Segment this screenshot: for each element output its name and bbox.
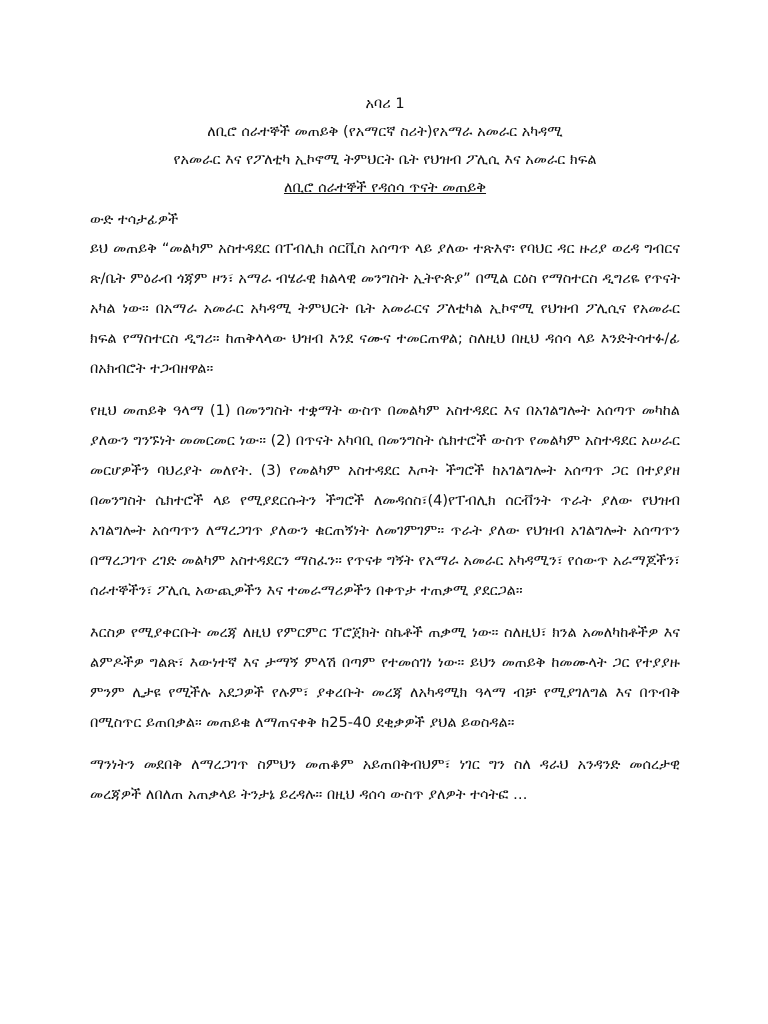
salutation: ውድ ተሳታፊዎች [90, 212, 179, 228]
document-title: ለቢሮ ሰራተኞች የዳሰሳ ጥናት መጠይቅ [283, 180, 487, 196]
paragraph-confidentiality: እርስዎ የሚያቀርቡት መረጃ ለዚህ የምርምር ፕሮጀክት ስኬቶች ጠቃሚ ነው። ስለዚህ፣ ክንል አመለካከቶችዎ እና ልምዶችዎ ግልጽ፣ እውነተኛ እና ታማኝ ምላሽ በጣም የተመሰገነ ነው። ይህን መጠይቅ ከመሙላት ጋር የተያያዙ ምንም ሊታዩ የሚችሉ አደጋዎች የሉም፣ ያቀረቡት መረጃ ለአካዳሚክ ዓላማ ብቻ የሚያገለግል እና በጥብቅ በሚስጥር ይጠበቃል። መጠይቁ ለማጠናቀቅ ከ25-40 ደቂቃዎች ያህል ይወስዳል። [90, 625, 680, 731]
annex-label: አባሪ 1 [365, 96, 405, 112]
document-page [90, 90, 680, 822]
paragraph-objectives: የዚህ መጠይቅ ዓላማ (1) በመንግስት ተቋማት ውስጥ በመልካም አስተዳደር እና በአገልግሎት አሰጣጥ መካከል ያለውን ግንኙነት መመርመር ነው። (2) በጥናት አካባቢ በመንግስት ሴክተሮች ውስጥ የመልካም አስተዳደር አሠራር መርሆዎችን ባህሪያት መለየት. (3) የመልካም አስተዳደር እጦት ችግሮች ከአገልግሎት አሰጣጥ ጋር በተያያዘ በመንግስት ሴክተሮች ላይ የሚያደርሱትን ችግሮች ለመዳሰስ፣(4)የፐብሊክ ሰርቭንት ጥራት ያለው የህዝብ አገልግሎት አሰጣጥን ለማረጋገጥ ያለውን ቁርጠኝነት ለመገምገም። ጥራት ያለው የህዝብ አገልግሎት አሰጣጥን በማረጋገጥ ረገድ መልካም አስተዳደርን ማስፈን። የጥናቱ ግኝት የአማራ አመራር አካዳሚን፣ የሰውጥ አራማጆችን፣ ሰራተኞችን፣ ፖሊሲ አውጪዎችን እና ተመራማሪዎችን በቀጥታ ተጠቃሚ ያደርጋል። [90, 403, 680, 599]
paragraph-anonymity: ማንነትን መደበቅ ለማረጋገጥ ስምህን መጠቆም አይጠበቅብህም፣ ነገር ግን ስለ ዳራህ አንዳንድ መሰረታዊ መረጃዎች ለበለጠ አጠቃላይ ትንታኔ ይረዳሉ። በዚህ ዳሰሳ ውስጥ ያለዎት ተሳትፎ … [90, 757, 680, 803]
header-line-school: የአመራር እና የፖለቲካ ኢኮኖሚ ትምህርት ቤት የህዝብ ፖሊሲ እና አመራር ክፍል [173, 152, 597, 168]
header-line-academy: ለቢሮ ሰራተኞች መጠይቅ (የአማርኛ ስሪት)የአማራ አመራር አካዳሚ [207, 124, 563, 140]
paragraph-intro: ይህ መጠይቅ “መልካም አስተዳደር በፐብሊክ ሰርቪስ አሰጣጥ ላይ ያለው ተጽእኖ፡ የባህር ዳር ዙሪያ ወረዳ ግብርና ጽ/ቤት ምዕራብ ጎጃም ዞን፣ አማራ ብሄራዊ ክልላዊ መንግስት ኢትዮጵያ” በሚል ርዕስ የማስተርስ ዲግሪዬ የጥናት አካል ነው። በአማራ አመራር አካዳሚ ትምህርት ቤት አመራርና ፖለቲካል ኢኮኖሚ የህዝብ ፖሊሲና የአመራር ክፍል የማስተርስ ዲግሪ። ከጠቅላላው ህዝብ እንደ ናሙና ተመርጠዋል; ስለዚህ በዚህ ዳሰሳ ላይ እንድትሳተፉ/ፊ በአክብሮት ተጋብዘዋል። [90, 241, 680, 377]
